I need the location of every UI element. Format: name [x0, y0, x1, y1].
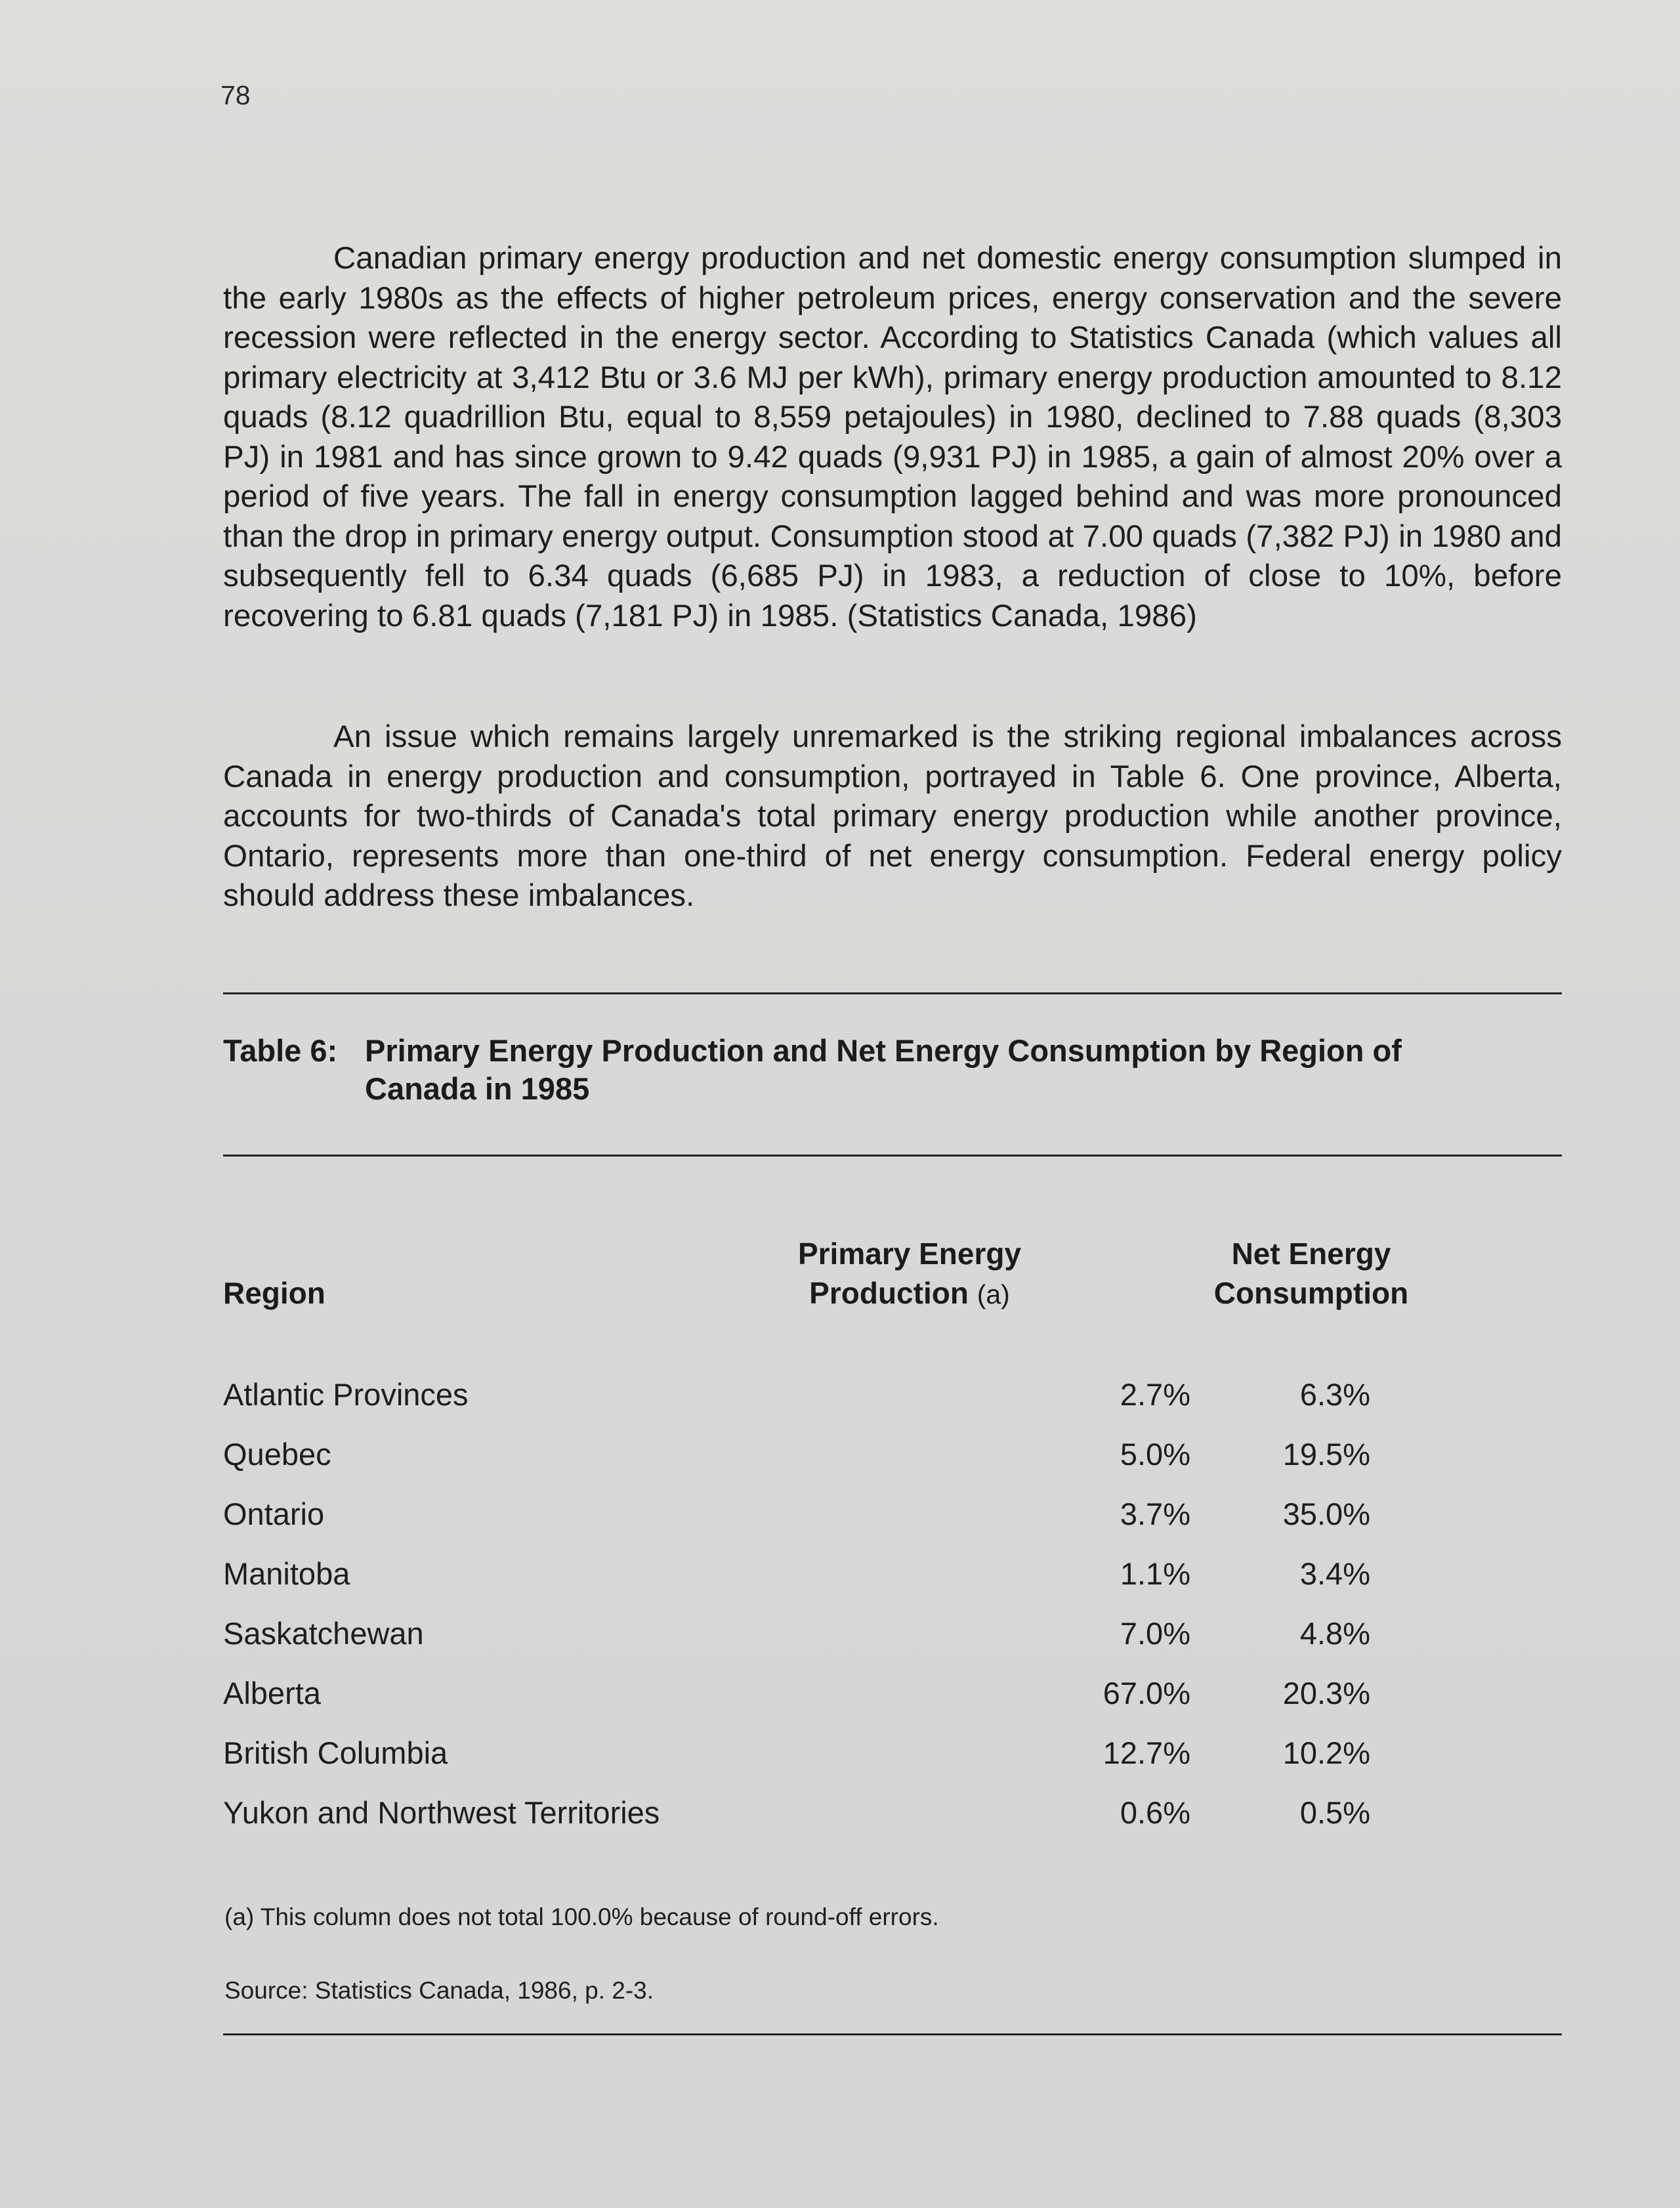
table-title-line-2: Canada in 1985 — [365, 1071, 590, 1106]
cell-production: 0.6% — [1120, 1795, 1190, 1830]
cell-production: 12.7% — [1102, 1735, 1190, 1770]
table-body — [223, 1375, 1562, 1853]
cell-production: 1.1% — [1120, 1556, 1190, 1591]
table-footnote: (a) This column does not total 100.0% because of round-off errors. — [224, 1903, 939, 1930]
table-top-rule — [223, 992, 1562, 994]
cell-production: 67.0% — [1102, 1676, 1190, 1710]
table-row — [223, 1793, 1562, 1853]
cell-region: Manitoba — [223, 1556, 350, 1591]
column-header-consumption-line-1: Net Energy — [1231, 1237, 1391, 1271]
cell-region: Yukon and Northwest Territories — [223, 1795, 660, 1830]
table-row — [223, 1435, 1562, 1495]
cell-region: British Columbia — [223, 1735, 448, 1770]
cell-production: 2.7% — [1120, 1377, 1190, 1412]
table-title-rule — [223, 1155, 1562, 1157]
cell-consumption: 10.2% — [1282, 1735, 1370, 1770]
column-header-production-footnote-marker: (a) — [976, 1279, 1010, 1309]
page-number: 78 — [220, 80, 251, 110]
table-row — [223, 1495, 1562, 1554]
cell-consumption: 20.3% — [1282, 1676, 1370, 1710]
cell-production: 7.0% — [1120, 1616, 1190, 1651]
column-header-consumption — [1147, 1234, 1475, 1313]
table-title — [223, 1032, 1562, 1108]
cell-consumption: 0.5% — [1299, 1795, 1370, 1830]
column-header-production-line-2 — [746, 1273, 1074, 1314]
cell-production: 3.7% — [1120, 1497, 1190, 1531]
paragraph-energy-trends: Canadian primary energy production and net domestic energy consumption slumped in the early 1980s as the effects of higher petroleum prices, energy conservation and the severe recession were reflected in the energy sector. According to Statistics Canada (which values all primary electricity at 3,412 Btu or 3.6 MJ per kWh), primary energy production amounted to 8.12 quads (8.12 quadrillion Btu, equal to 8,559 petajoules) in 1980, declined to 7.88 quads (8,303 PJ) in 1981 and has since grown to 9.42 quads (9,931 PJ) in 1985, a gain of almost 20% over a period of five years. The fall in energy consumption lagged behind and was more pronounced than the drop in primary energy output. Consumption stood at 7.00 quads (7,382 PJ) in 1980 and subsequently fell to 6.34 quads (6,685 PJ) in 1983, a reduction of close to 10%, before recovering to 6.81 quads (7,181 PJ) in 1985. (Statistics Canada, 1986) — [223, 241, 1562, 633]
table-row — [223, 1614, 1562, 1674]
column-header-production — [746, 1234, 1074, 1314]
paragraph-regional-imbalances: An issue which remains largely unremarked is the striking regional imbalances across Canada in energy production and consumption, portrayed in Table 6. One province, Alberta, accounts for two-thirds of Canada's total primary energy production while another province, Ontario, represents more than one-third of net energy consumption. Federal energy policy should address these imbalances. — [223, 719, 1562, 913]
cell-production: 5.0% — [1120, 1437, 1190, 1472]
column-header-production-line-1: Primary Energy — [797, 1237, 1022, 1271]
cell-region: Saskatchewan — [223, 1616, 424, 1651]
table-row — [223, 1674, 1562, 1733]
cell-consumption: 4.8% — [1299, 1616, 1370, 1651]
cell-region: Ontario — [223, 1497, 325, 1531]
column-header-consumption-line-2: Consumption — [1213, 1276, 1409, 1310]
cell-consumption: 19.5% — [1282, 1437, 1370, 1472]
table-label: Table 6: — [223, 1033, 338, 1068]
table-bottom-rule — [223, 2033, 1562, 2035]
cell-region: Atlantic Provinces — [223, 1377, 469, 1412]
cell-consumption: 3.4% — [1299, 1556, 1370, 1591]
table-row — [223, 1554, 1562, 1614]
cell-consumption: 6.3% — [1299, 1377, 1370, 1412]
cell-consumption: 35.0% — [1282, 1497, 1370, 1531]
column-header-production-text: Production — [809, 1276, 969, 1310]
table-source: Source: Statistics Canada, 1986, p. 2-3. — [224, 1977, 654, 2004]
table-title-line-1: Primary Energy Production and Net Energy Consumption by Region of — [365, 1033, 1402, 1068]
column-header-region: Region — [223, 1276, 326, 1310]
table-row — [223, 1375, 1562, 1435]
table-row — [223, 1733, 1562, 1793]
cell-region: Alberta — [223, 1676, 321, 1710]
cell-region: Quebec — [223, 1437, 331, 1472]
